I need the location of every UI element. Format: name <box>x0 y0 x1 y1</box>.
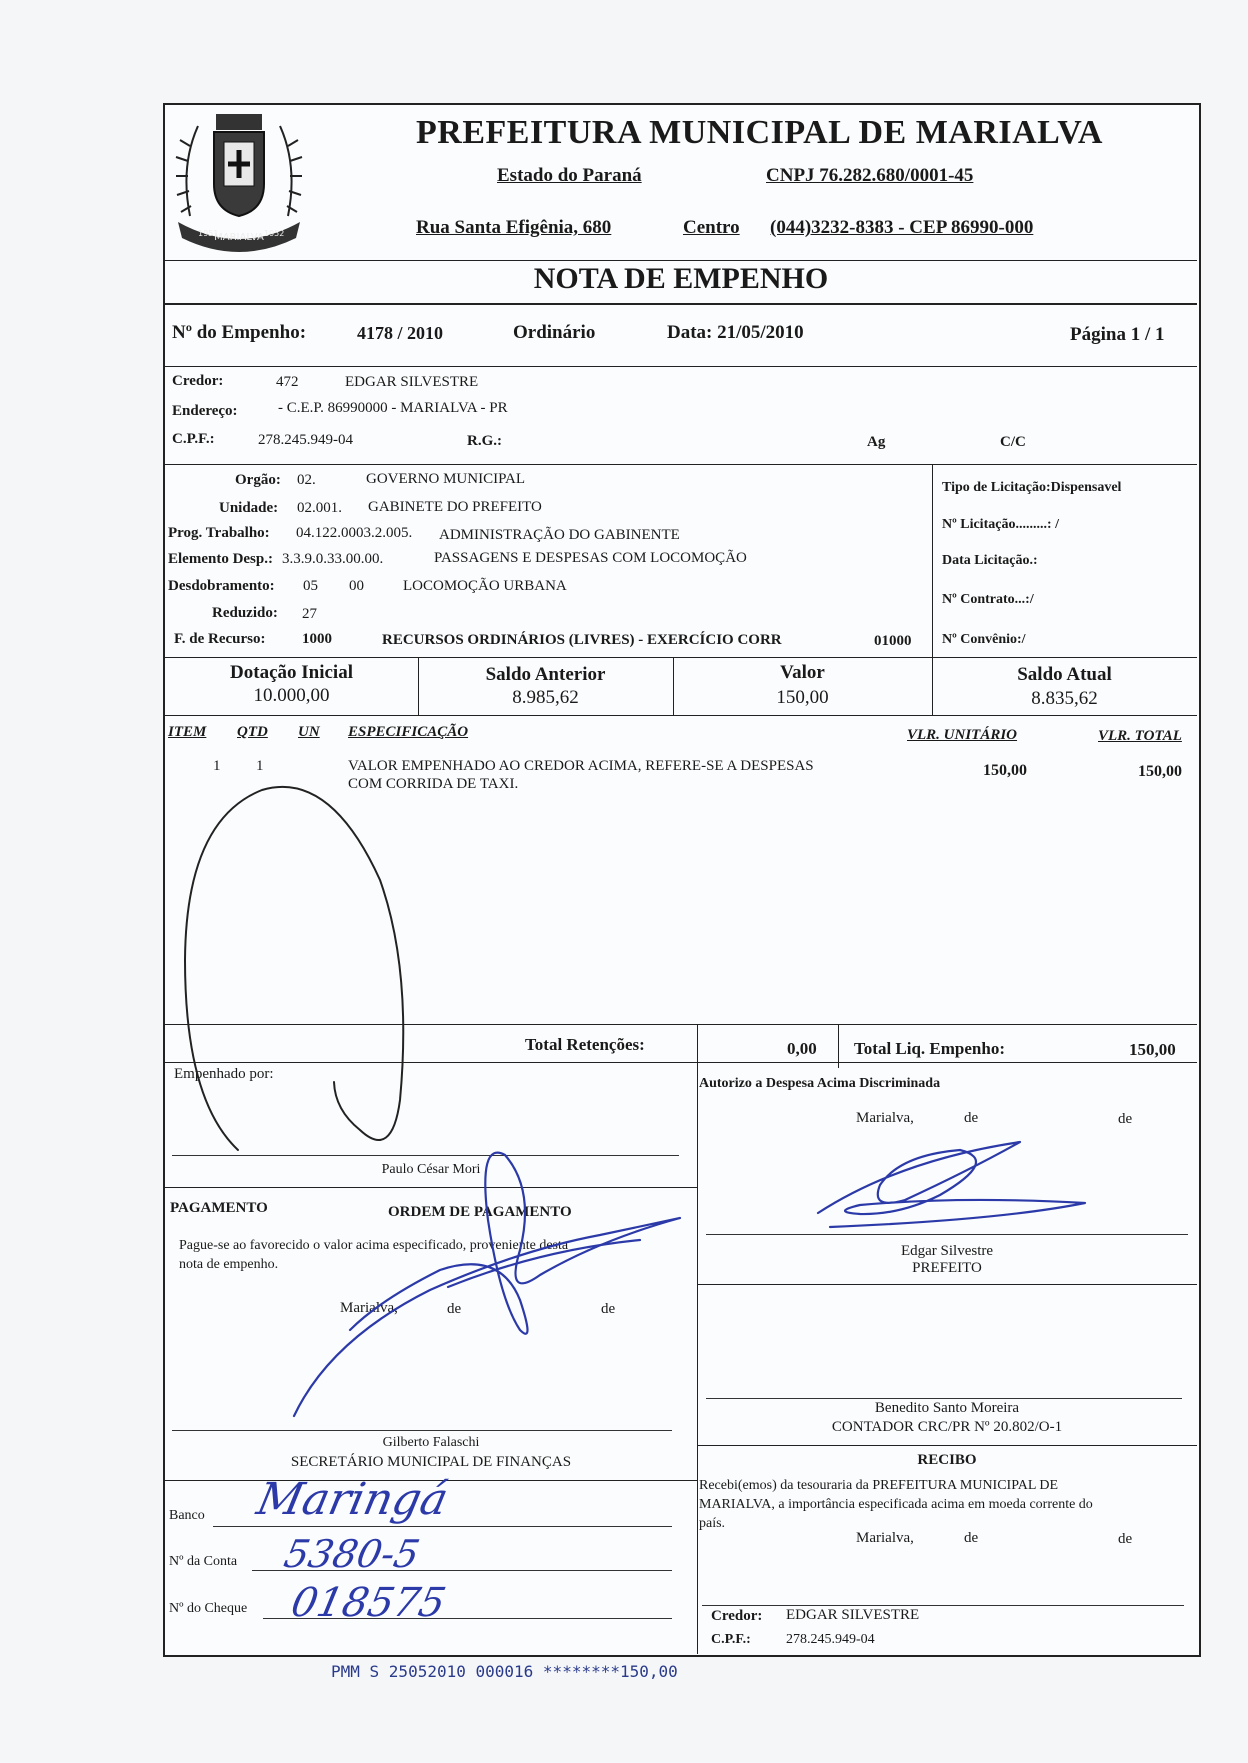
banco-handwritten: Maringá <box>252 1474 453 1525</box>
contador-cargo: CONTADOR CRC/PR Nº 20.802/O-1 <box>831 1419 1063 1435</box>
autorizo-de2: de <box>1118 1111 1133 1127</box>
recibo-credor-label: Credor: <box>711 1608 763 1624</box>
prog-cod: 04.122.0003.2.005. <box>296 525 413 541</box>
empenhado-nome: Paulo César Mori <box>381 1162 481 1177</box>
dotacao-inicial-valor: 10.000,00 <box>253 685 330 706</box>
autenticacao-mecanica: PMM S 25052010 000016 ********150,00 <box>331 1662 678 1681</box>
valor-label: Valor <box>780 662 825 683</box>
recibo-local: Marialva, <box>856 1530 914 1546</box>
cpf-label: C.P.F.: <box>172 431 215 447</box>
cpf: 278.245.949-04 <box>258 432 353 448</box>
fone-cep: (044)3232-8383 - CEP 86990-000 <box>770 217 1034 238</box>
svg-text:1952: 1952 <box>264 229 285 238</box>
valor-valor: 150,00 <box>776 687 829 708</box>
pagamento-de1: de <box>447 1301 462 1317</box>
reduzido: 27 <box>302 606 317 622</box>
ordem-pagamento: ORDEM DE PAGAMENTO <box>388 1204 572 1220</box>
orgao: GOVERNO MUNICIPAL <box>366 471 526 487</box>
item-num: 1 <box>213 758 221 774</box>
col-vlr-total: VLR. TOTAL <box>1098 728 1182 744</box>
autorizo-label: Autorizo a Despesa Acima Discriminada <box>699 1076 941 1091</box>
estado: Estado do Paraná <box>497 165 642 186</box>
elem-cod: 3.3.9.0.33.00.00. <box>282 551 384 567</box>
pagamento-texto-l2: nota de empenho. <box>179 1257 279 1272</box>
empenho-numero: 4178 / 2010 <box>357 323 444 343</box>
recibo-texto-l2: MARIALVA, a importância especificada acima em moeda corrente do <box>699 1497 1093 1512</box>
contador-nome: Benedito Santo Moreira <box>874 1400 1020 1416</box>
col-vlr-unitario: VLR. UNITÁRIO <box>907 727 1018 743</box>
saldo-atual-valor: 8.835,62 <box>1031 688 1098 709</box>
unidade: GABINETE DO PREFEITO <box>368 499 542 515</box>
pagamento-nome: Gilberto Falaschi <box>382 1435 480 1450</box>
svg-text:MARIALVA: MARIALVA <box>214 232 264 243</box>
svg-text:1951: 1951 <box>198 229 219 238</box>
empenho-data: Data: 21/05/2010 <box>667 322 804 343</box>
col-qtd: QTD <box>237 724 268 740</box>
endereco-prefeitura: Rua Santa Efigênia, 680 <box>416 217 612 238</box>
credor-nome: EDGAR SILVESTRE <box>345 374 479 390</box>
recurso-label: F. de Recurso: <box>174 631 266 647</box>
banco-label: Banco <box>169 1508 205 1523</box>
reduzido-label: Reduzido: <box>212 605 278 621</box>
pagamento-cargo: SECRETÁRIO MUNICIPAL DE FINANÇAS <box>290 1454 572 1470</box>
recibo-cpf-label: C.P.F.: <box>711 1632 751 1647</box>
recibo-texto-l3: país. <box>699 1516 726 1531</box>
orgao-label: Orgão: <box>235 472 281 488</box>
autorizo-nome: Edgar Silvestre <box>900 1243 994 1259</box>
prog: ADMINISTRAÇÃO DO GABINENTE <box>439 527 680 543</box>
desd: LOCOMOÇÃO URBANA <box>403 578 567 594</box>
item-qtd: 1 <box>256 758 264 774</box>
elem: PASSAGENS E DESPESAS COM LOCOMOÇÃO <box>434 550 747 566</box>
desd-b: 00 <box>349 578 364 594</box>
total-liq-valor: 150,00 <box>1129 1040 1176 1059</box>
prefeitura-title: PREFEITURA MUNICIPAL DE MARIALVA <box>416 114 1103 151</box>
recibo-de1: de <box>964 1530 979 1546</box>
signature-edgar <box>818 1142 1085 1227</box>
conta-label: Nº da Conta <box>169 1554 238 1569</box>
cheque-handwritten: 018575 <box>287 1580 450 1626</box>
col-item: ITEM <box>168 724 207 740</box>
rg-label: R.G.: <box>467 433 502 449</box>
item-vlr-total: 150,00 <box>1138 763 1182 780</box>
col-un: UN <box>298 724 320 740</box>
pagamento-texto-l1: Pague-se ao favorecido o valor acima especificado, proveniente desta <box>179 1238 569 1253</box>
data-licitacao: Data Licitação.: <box>942 553 1038 568</box>
autorizo-de1: de <box>964 1110 979 1126</box>
signature-paulo <box>185 787 403 1150</box>
pagamento-local: Marialva, <box>340 1300 398 1316</box>
unidade-label: Unidade: <box>219 500 279 516</box>
recibo-credor: EDGAR SILVESTRE <box>786 1607 920 1623</box>
recurso-cod: 1000 <box>302 631 332 647</box>
empenhado-label: Empenhado por: <box>174 1066 274 1082</box>
orgao-cod: 02. <box>297 472 316 488</box>
credor-endereco: - C.E.P. 86990000 - MARIALVA - PR <box>278 400 508 416</box>
cc-label: C/C <box>1000 434 1026 450</box>
item-espec-l1: VALOR EMPENHADO AO CREDOR ACIMA, REFERE-SE A DESPESAS <box>348 758 814 774</box>
doc-title: NOTA DE EMPENHO <box>533 262 829 295</box>
recibo-texto-l1: Recebi(emos) da tesouraria da PREFEITURA MUNICIPAL DE <box>699 1478 1059 1493</box>
cnpj: CNPJ 76.282.680/0001-45 <box>766 165 974 186</box>
empenho-tipo: Ordinário <box>513 322 596 343</box>
contrato: Nº Contrato...:/ <box>942 592 1034 607</box>
recibo-cpf: 278.245.949-04 <box>786 1632 875 1647</box>
total-liq-label: Total Liq. Empenho: <box>854 1039 1005 1058</box>
recibo-de2: de <box>1118 1531 1133 1547</box>
recibo-title: RECIBO <box>917 1452 977 1468</box>
autorizo-cargo: PREFEITO <box>912 1260 982 1276</box>
total-retencoes-label: Total Retenções: <box>525 1035 645 1054</box>
conta-handwritten: 5380-5 <box>280 1532 424 1576</box>
desd-a: 05 <box>303 578 318 594</box>
cheque-label: Nº do Cheque <box>169 1601 248 1616</box>
item-espec-l2: COM CORRIDA DE TAXI. <box>348 776 519 792</box>
signature-gilberto <box>294 1153 680 1416</box>
credor-label: Credor: <box>172 373 224 389</box>
elem-label: Elemento Desp.: <box>168 551 273 567</box>
recurso: RECURSOS ORDINÁRIOS (LIVRES) - EXERCÍCIO CORR <box>382 632 782 648</box>
total-retencoes-valor: 0,00 <box>787 1039 817 1058</box>
item-vlr-unitario: 150,00 <box>983 762 1027 779</box>
unidade-cod: 02.001. <box>297 500 342 516</box>
saldo-atual-label: Saldo Atual <box>1017 664 1112 685</box>
convenio: Nº Convênio:/ <box>942 632 1026 647</box>
pagamento-label: PAGAMENTO <box>170 1200 268 1216</box>
prog-label: Prog. Trabalho: <box>168 525 270 541</box>
saldo-anterior-valor: 8.985,62 <box>512 687 579 708</box>
dotacao-inicial-label: Dotação Inicial <box>230 662 353 683</box>
ag-label: Ag <box>867 434 886 450</box>
recurso-cod2: 01000 <box>874 633 912 649</box>
pagamento-de2: de <box>601 1301 616 1317</box>
numero-licitacao: Nº Licitação.........: / <box>942 517 1059 532</box>
desd-label: Desdobramento: <box>168 578 275 594</box>
saldo-anterior-label: Saldo Anterior <box>485 664 606 685</box>
credor-endereco-label: Endereço: <box>172 403 238 419</box>
tipo-licitacao: Tipo de Licitação:Dispensavel <box>942 480 1122 495</box>
pagina: Página 1 / 1 <box>1070 324 1165 345</box>
autorizo-local: Marialva, <box>856 1110 914 1126</box>
empenho-numero-label: Nº do Empenho: <box>172 322 307 343</box>
credor-codigo: 472 <box>276 374 299 390</box>
col-especificacao: ESPECIFICAÇÃO <box>348 724 469 740</box>
centro: Centro <box>683 217 740 238</box>
